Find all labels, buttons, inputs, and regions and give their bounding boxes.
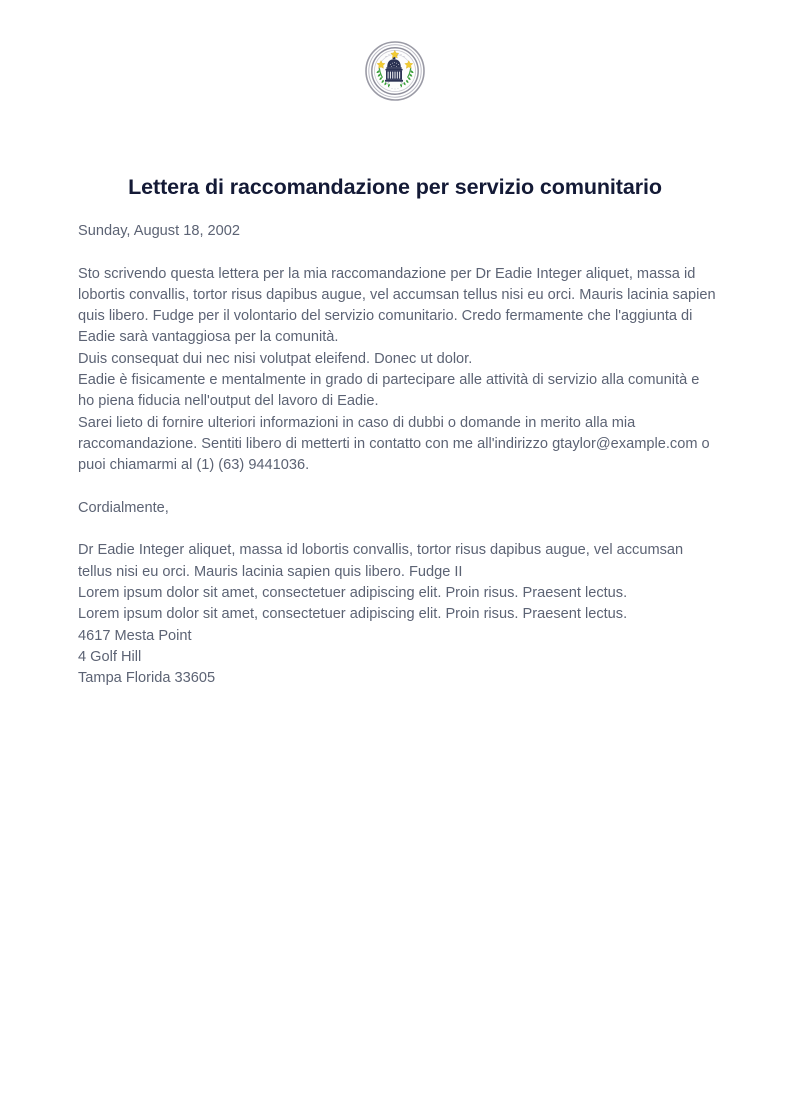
state-seal-logo-icon bbox=[365, 41, 425, 101]
spacer-before-closing bbox=[78, 477, 716, 498]
spacer-after-date bbox=[78, 242, 716, 263]
letter-paragraph-3: Eadie è fisicamente e mentalmente in grado di partecipare alle attività di servizio alla comunità e ho piena fiducia nell'output del lavoro di Eadie. bbox=[78, 372, 700, 410]
page-title: Lettera di raccomandazione per servizio comunitario bbox=[128, 175, 662, 200]
signature-address-3: Tampa Florida 33605 bbox=[78, 670, 216, 687]
signature-address-1: 4617 Mesta Point bbox=[78, 627, 192, 644]
spacer-before-signature bbox=[78, 519, 716, 540]
signature-detail-2: Lorem ipsum dolor sit amet, consectetuer adipiscing elit. Proin risus. Praesent lectus. bbox=[78, 606, 628, 623]
signature-name: Dr Eadie Integer aliquet, massa id lobortis convallis, tortor risus dapibus augue, vel accumsan tellus nisi eu orci. Mauris lacinia sapien quis libero. Fudge II bbox=[78, 542, 684, 580]
letterhead-logo-container bbox=[0, 41, 790, 101]
letter-paragraph-4: Sarei lieto di fornire ulteriori informazioni in caso di dubbi o domande in merito alla mia raccomandazione. Sentiti libero di metterti in contatto con me all'indirizzo gtaylor@example.com o puoi chiamarmi al (1) (63) 9441036. bbox=[78, 414, 710, 474]
letter-paragraph-1: Sto scrivendo questa lettera per la mia raccomandazione per Dr Eadie Integer aliquet, massa id lobortis convallis, tortor risus dapibus augue, vel accumsan tellus nisi eu orci. Mauris lacinia sapien quis libero. Fudge per il volontario del servizio comunitario. Credo fermamente che l'aggiunta di Eadie sarà vantaggiosa per la comunità. bbox=[78, 265, 716, 346]
letter-body bbox=[78, 221, 716, 690]
signature-detail-1: Lorem ipsum dolor sit amet, consectetuer adipiscing elit. Proin risus. Praesent lectus. bbox=[78, 585, 628, 602]
signature-address-2: 4 Golf Hill bbox=[78, 648, 142, 665]
letter-date: Sunday, August 18, 2002 bbox=[78, 223, 241, 239]
letter-closing: Cordialmente, bbox=[78, 499, 169, 516]
letter-paragraph-2: Duis consequat dui nec nisi volutpat eleifend. Donec ut dolor. bbox=[78, 350, 473, 367]
